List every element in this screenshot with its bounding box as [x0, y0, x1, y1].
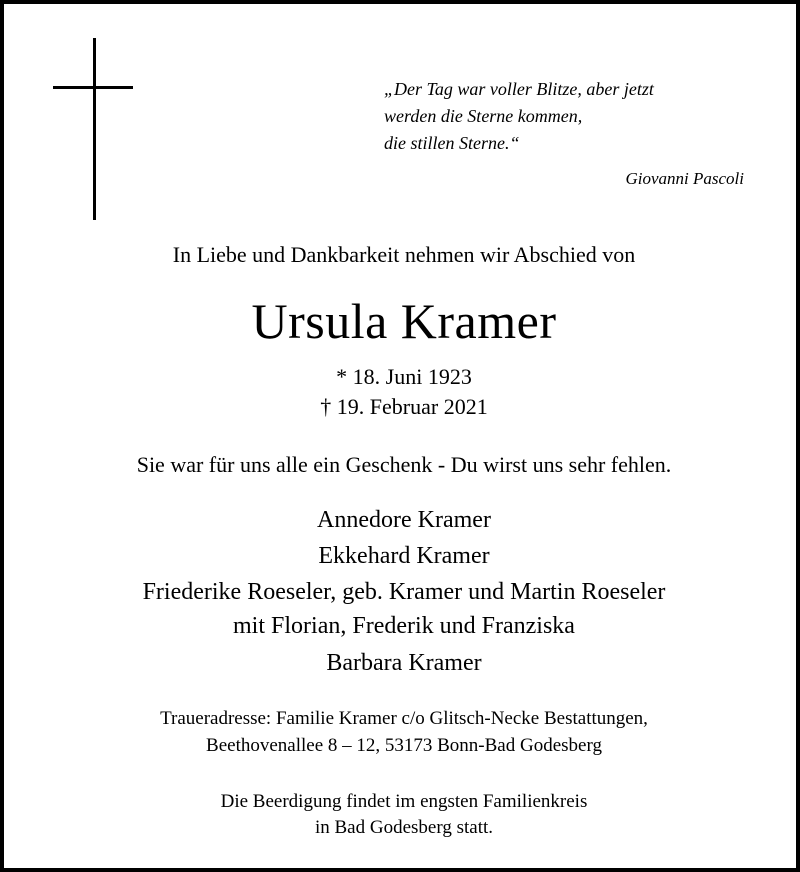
- quote-author: Giovanni Pascoli: [625, 169, 744, 188]
- mourner-name: mit Florian, Frederik und Franziska: [233, 613, 575, 639]
- mourner-name: Barbara Kramer: [326, 650, 482, 676]
- quote-line: „Der Tag war voller Blitze, aber jetzt: [384, 79, 654, 99]
- birth-date: * 18. Juni 1923: [336, 364, 472, 389]
- cross-vertical-bar: [93, 38, 96, 220]
- mourning-address-line: Traueradresse: Familie Kramer c/o Glitsch-Necke Bestattungen,: [160, 708, 648, 729]
- funeral-info-line: Die Beerdigung findet im engsten Familienkreis: [220, 791, 588, 812]
- epigraph-quote: [384, 76, 744, 157]
- quote-line: werden die Sterne kommen,: [384, 106, 583, 126]
- funeral-info-line: in Bad Godesberg statt.: [314, 817, 493, 838]
- death-date: † 19. Februar 2021: [320, 394, 488, 419]
- farewell-message: Sie war für uns alle ein Geschenk - Du wirst uns sehr fehlen.: [136, 452, 672, 477]
- mourning-address-line: Beethovenallee 8 – 12, 53173 Bonn-Bad Godesberg: [206, 735, 602, 756]
- quote-line: die stillen Sterne.“: [384, 133, 520, 153]
- cross-horizontal-bar: [53, 86, 133, 89]
- mourner-name: Friederike Roeseler, geb. Kramer und Martin Roeseler: [142, 579, 666, 605]
- mourner-name: Ekkehard Kramer: [318, 543, 490, 569]
- deceased-name: Ursula Kramer: [251, 293, 557, 349]
- mourner-name: Annedore Kramer: [317, 507, 491, 533]
- intro-text: In Liebe und Dankbarkeit nehmen wir Abschied von: [172, 242, 636, 267]
